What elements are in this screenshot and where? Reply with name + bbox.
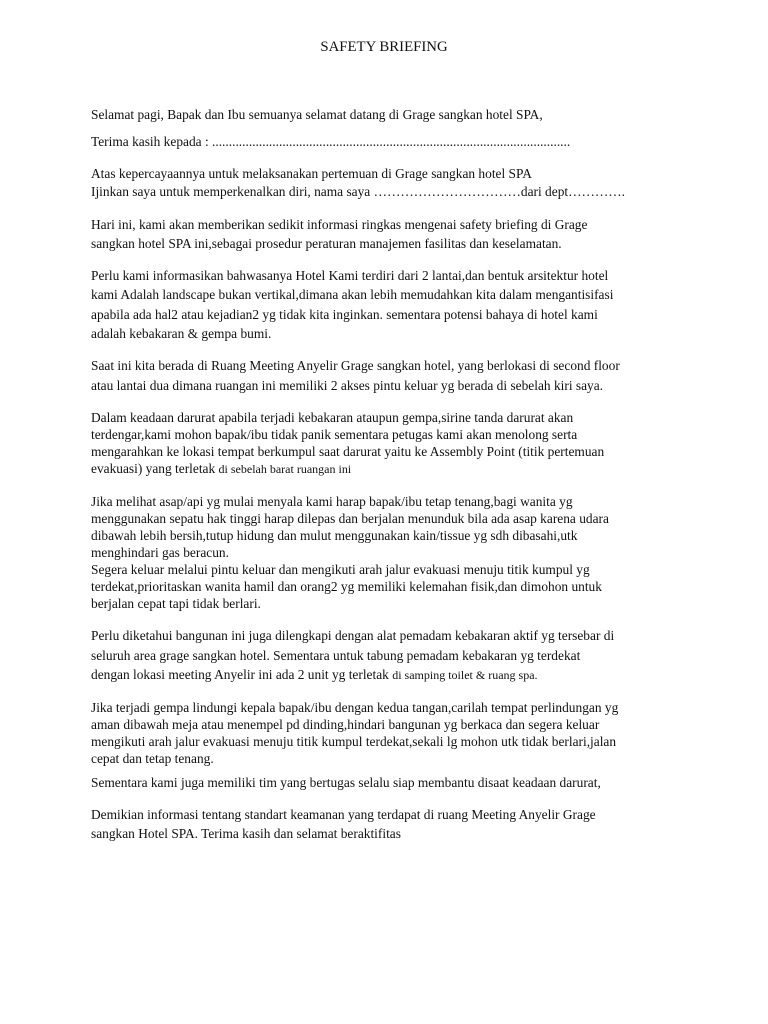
hotel-info-line-1: Perlu kami informasikan bahwasanya Hotel Kami terdiri dari 2 lantai,dan bentuk arsitektur hotel [91, 268, 609, 283]
purpose-line-2: sangkan hotel SPA ini,sebagai prosedur peraturan manajemen fasilitas dan keselamatan. [91, 236, 562, 251]
location-line-2: atau lantai dua dimana ruangan ini memiliki 2 akses pintu keluar yg berada di sebelah kiri saya. [91, 378, 604, 393]
earthquake-line-4: cepat dan tetap tenang. [91, 751, 214, 766]
intro-line-2: Ijinkan saya untuk memperkenalkan diri, nama saya ……………………………dari dept…………. [91, 184, 626, 199]
hotel-info-line-4: adalah kebakaran & gempa bumi. [91, 326, 272, 341]
closing-line-1: Demikian informasi tentang standart keamanan yang terdapat di ruang Meeting Anyelir Grage [91, 807, 596, 822]
fire-line-7: berjalan cepat tapi tidak berlari. [91, 596, 261, 611]
location-line-1: Saat ini kita berada di Ruang Meeting Anyelir Grage sangkan hotel, yang berlokasi di second floor [91, 358, 620, 373]
intro-line-1: Atas kepercayaannya untuk melaksanakan pertemuan di Grage sangkan hotel SPA [91, 166, 532, 181]
earthquake-line-2: aman dibawah meja atau menempel pd dinding,hindari bangunan yg berkaca dan segera keluar [91, 717, 600, 732]
fire-line-3: dibawah lebih bersih,tutup hidung dan mulut menggunakan kain/tissue yg sdh dibasahi,utk [91, 528, 578, 543]
emergency-line-4-text: evakuasi) yang terletak [91, 461, 219, 476]
emergency-line-3: mengarahkan ke lokasi tempat berkumpul saat darurat yaitu ke Assembly Point (titik pertemuan [91, 444, 605, 459]
emergency-line-2: terdengar,kami mohon bapak/ibu tidak panik sementara petugas kami akan menolong serta [91, 427, 578, 442]
document-title: SAFETY BRIEFING [320, 39, 448, 55]
hotel-info-line-3: apabila ada hal2 atau kejadian2 yg tidak kita inginkan. sementara potensi bahaya di hotel kami [91, 307, 598, 322]
earthquake-line-3: mengikuti arah jalur evakuasi menuju titik kumpul terdekat,sekali lg mohon utk tidak berlari,jalan [91, 734, 617, 749]
earthquake-line-1: Jika terjadi gempa lindungi kepala bapak/ibu dengan kedua tangan,carilah tempat perlindungan yg [91, 700, 619, 715]
fire-line-1: Jika melihat asap/api yg mulai menyala kami harap bapak/ibu tetap tenang,bagi wanita yg [91, 494, 573, 509]
fire-line-5: Segera keluar melalui pintu keluar dan mengikuti arah jalur evakuasi menuju titik kumpul yg [91, 562, 590, 577]
fire-line-6: terdekat,prioritaskan wanita hamil dan orang2 yg memiliki kelemahan fisik,dan dimohon untuk [91, 579, 602, 594]
greeting-line: Selamat pagi, Bapak dan Ibu semuanya selamat datang di Grage sangkan hotel SPA, [91, 107, 543, 122]
extinguisher-line-1: Perlu diketahui bangunan ini juga dilengkapi dengan alat pemadam kebakaran aktif yg tersebar di [91, 628, 615, 643]
thanks-line: Terima kasih kepada : ........................................................................................................... [91, 134, 571, 149]
purpose-line-1: Hari ini, kami akan memberikan sedikit informasi ringkas mengenai safety briefing di Grage [91, 217, 588, 232]
extinguisher-line-3-text: dengan lokasi meeting Anyelir ini ada 2 unit yg terletak [91, 667, 393, 682]
extinguisher-line-2: seluruh area grage sangkan hotel. Sementara untuk tabung pemadam kebakaran yg terdekat [91, 648, 581, 663]
emergency-line-4-location: di sebelah barat ruangan ini [218, 462, 352, 476]
emergency-line-4 [91, 461, 351, 477]
extinguisher-line-3-location: di samping toilet & ruang spa. [392, 668, 538, 682]
team-line: Sementara kami juga memiliki tim yang bertugas selalu siap membantu disaat keadaan darurat, [91, 775, 601, 790]
hotel-info-line-2: kami Adalah landscape bukan vertikal,dimana akan lebih memudahkan kita dalam mengantisifasi [91, 287, 614, 302]
fire-line-2: menggunakan sepatu hak tinggi harap dilepas dan berjalan menunduk bila ada asap karena udara [91, 511, 609, 526]
emergency-line-1: Dalam keadaan darurat apabila terjadi kebakaran ataupun gempa,sirine tanda darurat akan [91, 410, 574, 425]
closing-line-2: sangkan Hotel SPA. Terima kasih dan selamat beraktifitas [91, 826, 401, 841]
fire-line-4: menghindari gas beracun. [91, 545, 229, 560]
extinguisher-line-3 [91, 667, 538, 683]
